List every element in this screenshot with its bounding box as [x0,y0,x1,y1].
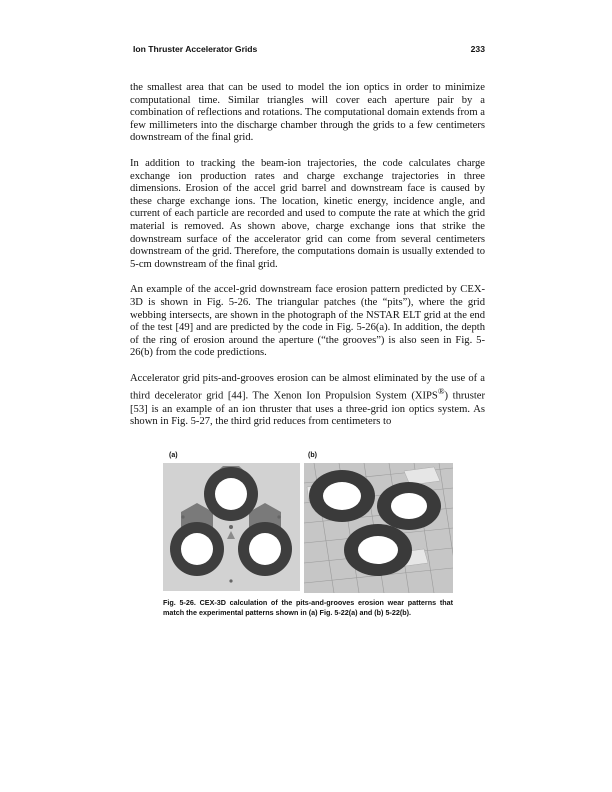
figure-caption: Fig. 5-26. CEX-3D calculation of the pits-and-grooves erosion wear patterns that match the experimental patterns shown in (a) Fig. 5-22(a) and (b) 5-22(b). [163,598,453,617]
page-number: 233 [470,44,485,54]
figure-label-a: (a) [169,452,178,459]
registered-mark: ® [437,386,445,397]
figure-label-b: (b) [308,452,317,459]
paragraph-4-part-2: ) thruster [53] is an example of an ion thruster that uses a three-grid ion optics system. As shown in Fig. 5-27, the third grid reduces from centimeters to [130,391,485,428]
body-text [130,82,485,442]
paragraph-2: In addition to tracking the beam-ion trajectories, the code calculates charge exchange ion production rates and charge exchange trajectories in three dimensions. Erosion of the accel grid barrel and downstream face is caused by these charge exchange ions. The location, kinetic energy, incidence angle, and current of each particle are recorded and used to compute the rate at which the grid material is removed. As shown above, charge exchange ions that strike the downstream surface of the accelerator grid can come from several centimeters downstream of the grid. Therefore, the computations domain is usually extended to 5-cm downstream of the final grid. [130,157,485,270]
running-header [133,44,485,58]
panel-b-aperture-1 [323,482,361,510]
panel-b-aperture-2 [391,493,427,519]
running-header-title: Ion Thruster Accelerator Grids [133,44,258,54]
panel-a-aperture-left [181,533,213,565]
panel-a-aperture-top [215,478,247,510]
panel-a-dot-right [277,515,280,518]
figure-panel-b [304,463,453,593]
panel-a-aperture-right [249,533,281,565]
figure-5-26 [163,453,453,593]
panel-b-aperture-3 [358,536,398,564]
panel-a-dot-center [229,525,233,529]
paragraph-1: the smallest area that can be used to model the ion optics in order to minimize computational time. Similar triangles will cover each aperture pair by a combination of reflections and rotations. The computational domain extends from a few millimeters into the discharge chamber through the grids to a few centimeters downstream of the final grid. [130,82,485,144]
panel-a-dot-bottom [229,579,232,582]
paragraph-4 [130,373,485,429]
paragraph-4-part-1: Accelerator grid pits-and-grooves erosion can be almost eliminated by the use of a third decelerator grid [44]. The Xenon Ion Propulsion System (XIPS [130,372,485,402]
paragraph-3: An example of the accel-grid downstream face erosion pattern predicted by CEX-3D is shown in Fig. 5-26. The triangular patches (the “pits”), where the grid webbing intersects, are shown in the photograph of the NSTAR ELT grid at the end of the test [49] and are predicted by the code in Fig. 5-26(a). In addition, the depth of the ring of erosion around the aperture (“the grooves”) is also seen in Fig. 5-26(b) from the code predictions. [130,284,485,359]
panel-a-dot-left [181,515,184,518]
figure-panel-a [163,463,300,591]
